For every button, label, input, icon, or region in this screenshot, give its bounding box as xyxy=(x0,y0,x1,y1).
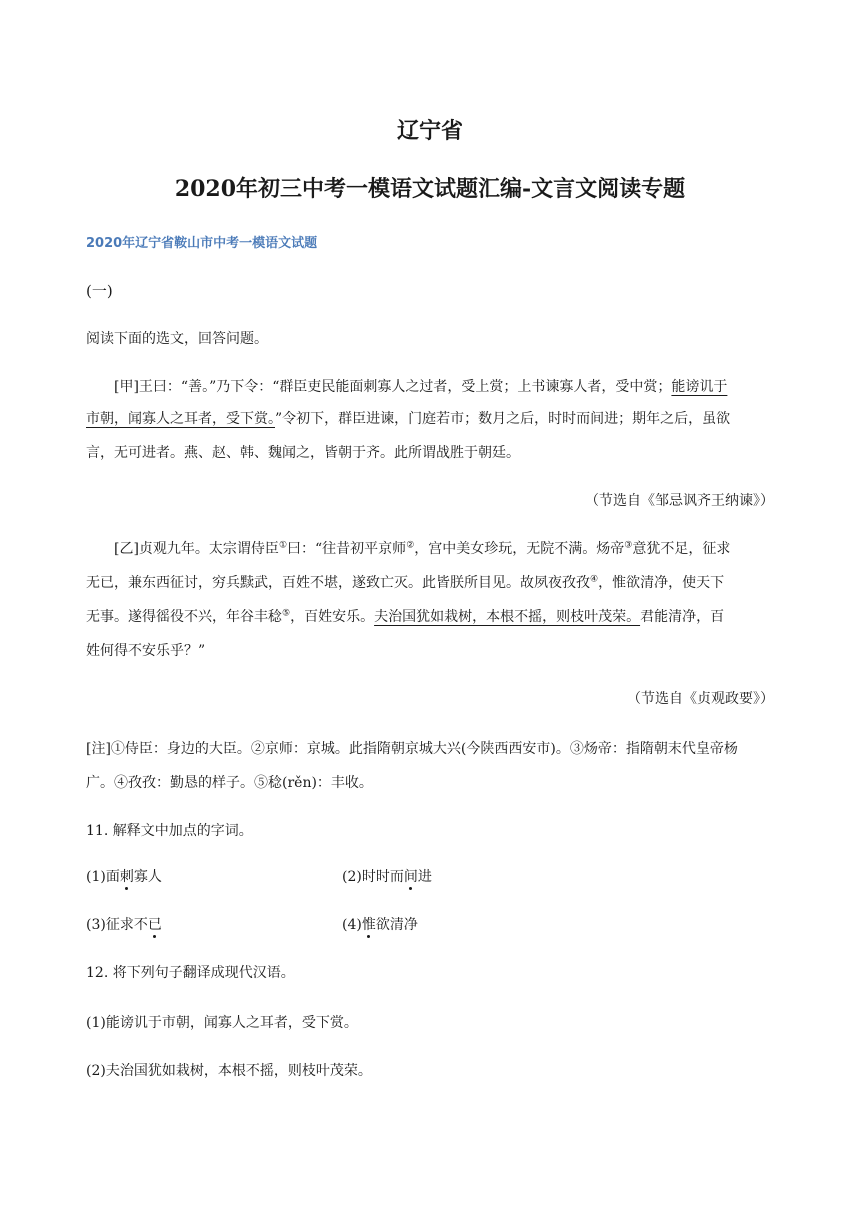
passage-b-line-1 xyxy=(114,538,730,558)
exam-subheading: 2020年辽宁省鞍山市中考一模语文试题 xyxy=(86,236,318,251)
passage-b-text: 曰：“往昔初平京师 xyxy=(287,541,407,557)
footnote-marker: ③ xyxy=(624,540,633,551)
passage-b-text: ，惟欲清净，使天下 xyxy=(598,575,725,591)
item-text: 进 xyxy=(417,869,432,885)
passage-b-text: 无已，兼东西征讨，穷兵黩武，百姓不堪，遂致亡灭。此皆朕所目见。故夙夜孜孜 xyxy=(86,575,590,591)
instruction-text: 阅读下面的选文，回答问题。 xyxy=(86,331,268,347)
question-12-stem: 12. 将下列句子翻译成现代汉语。 xyxy=(86,965,295,981)
passage-b-text: ，宫中美女珍玩，无院不满。炀帝 xyxy=(414,541,625,557)
passage-a-line-1 xyxy=(114,376,727,396)
underlined-sentence: 市朝，闻寡人之耳者，受下赏。 xyxy=(86,411,275,427)
passage-b-text: 无事。遂得徭役不兴，年谷丰稔 xyxy=(86,609,282,625)
question-11-item-1 xyxy=(86,866,162,886)
underlined-sentence: 夫治国犹如栽树，本根不摇，则枝叶茂荣。 xyxy=(374,609,641,625)
passage-b-line-4: 姓何得不安乐乎？” xyxy=(86,643,206,659)
dotted-char: 惟 xyxy=(361,917,376,933)
passage-b-text: 君能清净，百 xyxy=(640,609,725,625)
question-11-item-4 xyxy=(342,914,418,934)
footnote-marker: ⑤ xyxy=(282,608,291,619)
item-text: 寡人 xyxy=(133,869,162,885)
passage-b-line-2 xyxy=(86,572,724,592)
passage-b-source: （节选自《贞观政要》） xyxy=(627,691,774,707)
footnote-marker: ① xyxy=(278,540,288,551)
question-11-item-2 xyxy=(342,866,432,886)
passage-a-line-2 xyxy=(86,408,730,428)
item-text: (1)面 xyxy=(86,869,120,885)
notes-line-1: [注]①侍臣：身边的大臣。②京师：京城。此指隋朝京城大兴(今陕西西安市)。③炀帝：指隋朝末代皇帝杨 xyxy=(86,741,738,757)
passage-a-text: [甲]王曰：“善。”乃下令：“群臣吏民能面刺寡人之过者，受上赏；上书谏寡人者，受中赏； xyxy=(114,379,672,395)
passage-a-source: （节选自《邹忌讽齐王纳谏》） xyxy=(585,493,774,509)
section-number: (一) xyxy=(86,282,113,300)
footnote-marker: ④ xyxy=(590,574,599,585)
dotted-char: 刺 xyxy=(119,869,134,885)
question-11-item-3 xyxy=(86,914,162,934)
page-title-province: 辽宁省 xyxy=(396,118,463,144)
passage-a-text: ”令初下，群臣进谏，门庭若市；数月之后，时时而间进；期年之后，虽欲 xyxy=(275,411,731,427)
question-12-sentence-1: (1)能谤讥于市朝，闻寡人之耳者，受下赏。 xyxy=(86,1015,358,1031)
question-12-sentence-2: (2)夫治国犹如栽树，本根不摇，则枝叶茂荣。 xyxy=(86,1063,372,1079)
notes-line-2: 广。④孜孜：勤恳的样子。⑤稔(rěn)：丰收。 xyxy=(86,775,373,791)
item-text: (3)征求不 xyxy=(86,917,148,933)
footnote-marker: ② xyxy=(406,540,415,551)
question-11-stem: 11. 解释文中加点的字词。 xyxy=(86,823,253,839)
dotted-char: 已 xyxy=(147,917,162,933)
passage-b-text: [乙]贞观九年。太宗谓侍臣 xyxy=(114,541,279,557)
passage-b-text: ，百姓安乐。 xyxy=(290,609,375,625)
item-text: (2)时时而 xyxy=(342,869,404,885)
dotted-char: 间 xyxy=(403,869,418,885)
passage-b-line-3 xyxy=(86,606,724,626)
passage-b-text: 意犹不足，征求 xyxy=(632,541,731,557)
page-title: 2020年初三中考一模语文试题汇编-文言文阅读专题 xyxy=(174,176,686,202)
item-text: 欲清净 xyxy=(375,917,418,933)
passage-a-line-3: 言，无可进者。燕、赵、韩、魏闻之，皆朝于齐。此所谓战胜于朝廷。 xyxy=(86,445,520,461)
underlined-sentence: 能谤讥于 xyxy=(671,379,728,395)
item-text: (4) xyxy=(342,917,362,933)
